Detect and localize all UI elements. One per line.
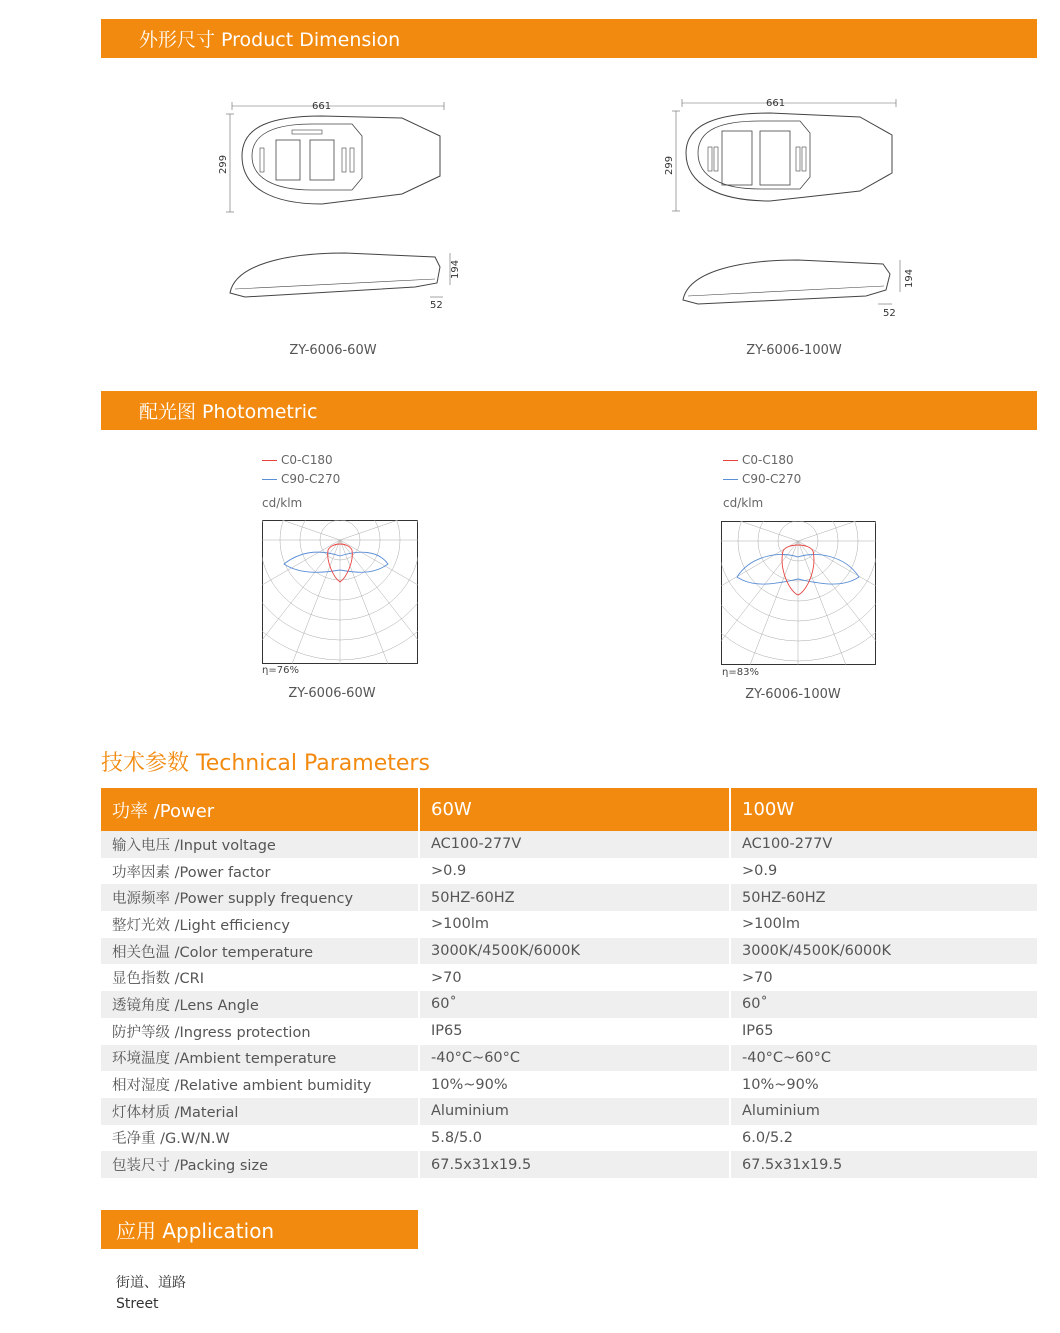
row-value-60w: Aluminium: [420, 1098, 729, 1125]
unit-60w: cd/klm: [262, 496, 303, 510]
legend-60w: [262, 451, 340, 489]
row-value-60w: >100lm: [431, 916, 489, 933]
row-value-100w: >70: [742, 969, 773, 986]
legend-item-c0: [262, 451, 340, 470]
drawing-60w-side: [225, 245, 470, 315]
technical-parameters-table: [101, 788, 1037, 1178]
row-value-100w: IP65: [742, 1023, 774, 1040]
legend-label-c90: C90-C270: [281, 472, 341, 486]
table-row: [101, 991, 1037, 1018]
row-label: 输入电压 /Input voltage: [101, 831, 418, 858]
dim-60w-length: 661: [312, 101, 332, 112]
row-label: 相关色温 /Color temperature: [101, 938, 418, 965]
row-value-100w: >100lm: [742, 916, 800, 933]
dim-60w-width: 299: [218, 154, 229, 174]
table-row: [101, 911, 1037, 938]
efficiency-100w: η=83%: [722, 667, 759, 678]
row-label: 灯体材质 /Material: [101, 1098, 418, 1125]
legend-item-c0-100w: [723, 451, 801, 470]
row-value-100w: 67.5x31x19.5: [731, 1151, 1037, 1178]
dim-100w-height: 194: [904, 268, 915, 288]
dim-100w-width: 299: [664, 155, 675, 175]
table-row: [101, 1045, 1037, 1072]
polar-diagram-60w: [262, 520, 418, 664]
row-label: 相对湿度 /Relative ambient bumidity: [112, 1078, 372, 1095]
row-value-100w: 50HZ-60HZ: [731, 884, 1037, 911]
table-row: [101, 884, 1037, 911]
section-bar-dimension: [101, 19, 1037, 58]
section-title-photometric: 配光图 Photometric: [139, 401, 318, 423]
dim-100w-mount: 52: [883, 308, 896, 319]
row-value-60w: >0.9: [431, 863, 467, 880]
row-value-60w: AC100-277V: [420, 831, 729, 858]
row-label: 毛净重 /G.W/N.W: [112, 1131, 230, 1148]
drawing-100w-side: [678, 250, 923, 322]
polar-diagram-100w: [721, 521, 876, 665]
caption-photometric-100w: ZY-6006-100W: [745, 687, 841, 702]
caption-photometric-60w: ZY-6006-60W: [288, 686, 376, 701]
legend-label-c0: C0-C180: [281, 453, 333, 467]
drawing-60w-top: [212, 96, 452, 216]
legend-swatch-c90: [262, 479, 277, 480]
row-label: 整灯光效 /Light efficiency: [112, 917, 290, 934]
row-label: 功率因素 /Power factor: [112, 864, 271, 881]
row-value-100w: 6.0/5.2: [742, 1129, 794, 1146]
row-value-60w: 67.5x31x19.5: [420, 1151, 729, 1178]
dim-60w-mount: 52: [430, 300, 443, 311]
row-value-100w: 60˚: [731, 991, 1037, 1018]
row-value-100w: 3000K/4500K/6000K: [731, 938, 1037, 965]
header-60w: 60W: [420, 788, 729, 831]
technical-parameters-title: 技术参数 Technical Parameters: [101, 751, 430, 776]
legend-item-c90: [262, 470, 340, 489]
unit-100w: cd/klm: [723, 496, 764, 510]
row-value-100w: >0.9: [742, 863, 778, 880]
row-label: 包装尺寸 /Packing size: [101, 1151, 418, 1178]
legend-label-c90-100w: C90-C270: [742, 472, 802, 486]
legend-label-c0-100w: C0-C180: [742, 453, 794, 467]
header-power: 功率 /Power: [101, 788, 418, 831]
section-bar-photometric: [101, 391, 1037, 430]
legend-item-c90-100w: [723, 470, 801, 489]
row-label: 防护等级 /Ingress protection: [112, 1024, 311, 1041]
row-value-60w: 60˚: [420, 991, 729, 1018]
row-value-60w: -40°C~60°C: [420, 1045, 729, 1072]
table-row: [101, 858, 1037, 885]
row-value-60w: 3000K/4500K/6000K: [420, 938, 729, 965]
section-title-application: 应用 Application: [116, 1219, 275, 1243]
table-row: [101, 1098, 1037, 1125]
application-text-cn: 街道、道路: [116, 1275, 186, 1291]
section-title-dimension: 外形尺寸 Product Dimension: [139, 29, 401, 51]
table-header: [101, 788, 1037, 831]
table-row: [101, 1125, 1037, 1152]
row-label: 环境温度 /Ambient temperature: [101, 1045, 418, 1072]
section-bar-application: [101, 1210, 418, 1249]
row-value-100w: -40°C~60°C: [731, 1045, 1037, 1072]
row-label: 透镜角度 /Lens Angle: [101, 991, 418, 1018]
application-text-en: Street: [116, 1296, 159, 1312]
row-value-60w: IP65: [431, 1023, 463, 1040]
table-row: [101, 1071, 1037, 1098]
drawing-100w-top: [660, 93, 905, 215]
row-value-100w: AC100-277V: [731, 831, 1037, 858]
caption-dimension-60w: ZY-6006-60W: [289, 343, 377, 358]
row-value-60w: 50HZ-60HZ: [420, 884, 729, 911]
table-row: [101, 938, 1037, 965]
row-value-100w: 10%~90%: [742, 1076, 819, 1093]
header-100w: 100W: [731, 788, 1037, 831]
dim-100w-length: 661: [766, 98, 786, 109]
efficiency-60w: η=76%: [262, 665, 299, 676]
legend-swatch-c90-100w: [723, 479, 738, 480]
table-row: [101, 1018, 1037, 1045]
dim-60w-height: 194: [450, 259, 461, 279]
row-value-60w: 10%~90%: [431, 1076, 508, 1093]
caption-dimension-100w: ZY-6006-100W: [746, 343, 842, 358]
row-value-100w: Aluminium: [731, 1098, 1037, 1125]
legend-swatch-c0-100w: [723, 460, 738, 461]
row-value-60w: 5.8/5.0: [431, 1129, 483, 1146]
row-label: 电源频率 /Power supply frequency: [101, 884, 418, 911]
row-label: 显色指数 /CRI: [112, 971, 204, 988]
table-row: [101, 831, 1037, 858]
table-row: [101, 1151, 1037, 1178]
table-row: [101, 964, 1037, 991]
row-value-60w: >70: [431, 969, 462, 986]
table-body: [101, 831, 1037, 1178]
legend-swatch-c0: [262, 460, 277, 461]
legend-100w: [723, 451, 801, 489]
